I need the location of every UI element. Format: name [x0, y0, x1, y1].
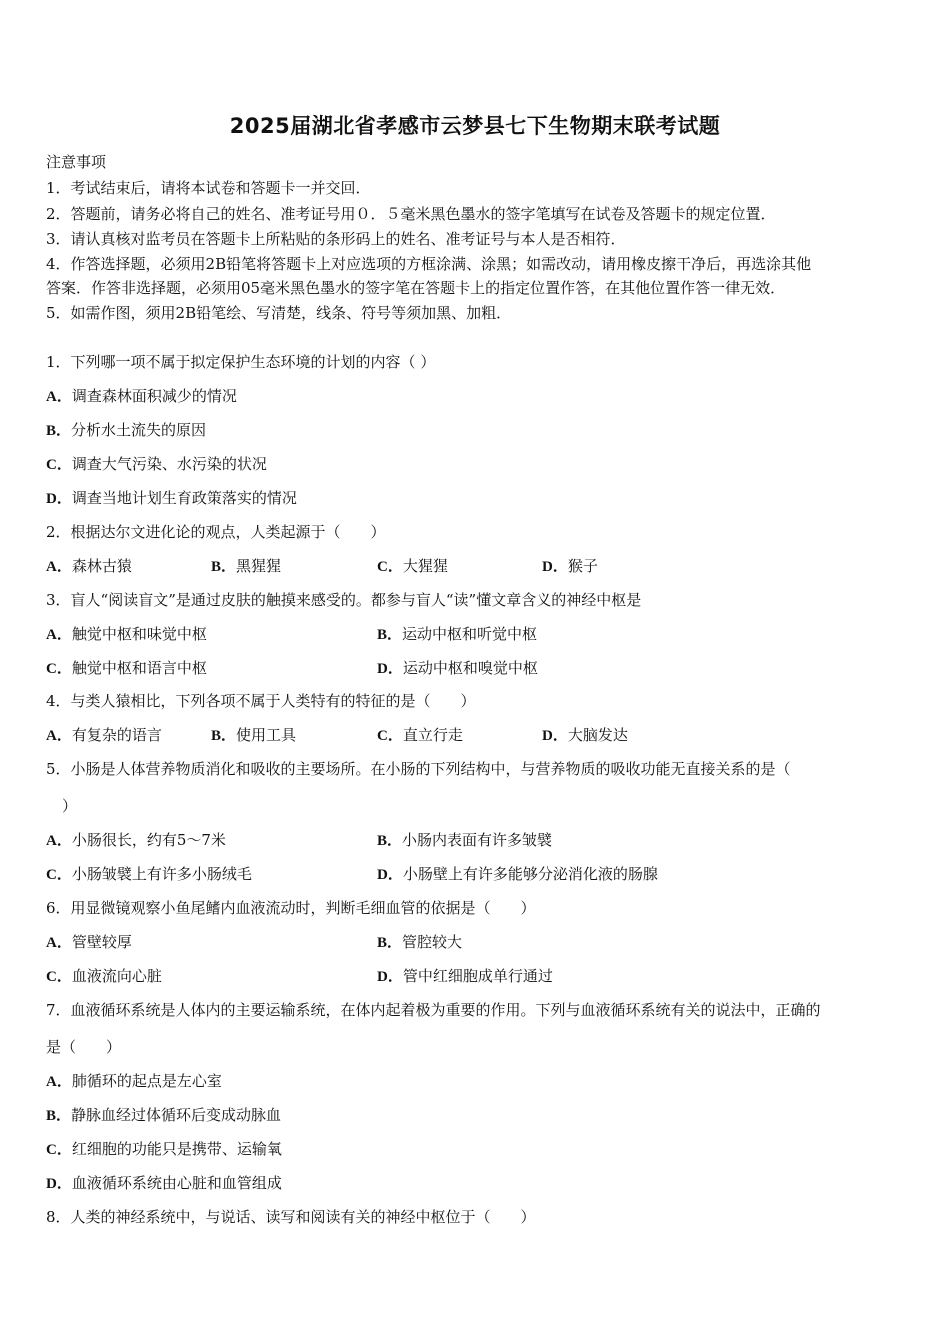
question-option: D．血液循环系统由心脏和血管组成: [46, 1174, 282, 1192]
question-option: C．大猩猩: [377, 557, 448, 575]
question-stem: 6．用显微镜观察小鱼尾鳍内血液流动时，判断毛细血管的依据是（ ）: [46, 899, 536, 917]
question-option: B．静脉血经过体循环后变成动脉血: [46, 1106, 282, 1124]
question-stem: 5．小肠是人体营养物质消化和吸收的主要场所。在小肠的下列结构中，与营养物质的吸收功能无直接关系的是（: [46, 760, 791, 778]
question-option: C．血液流向心脏: [46, 967, 162, 985]
question-option: A．触觉中枢和味觉中枢: [46, 625, 207, 643]
question-stem: 7．血液循环系统是人体内的主要运输系统，在体内起着极为重要的作用。下列与血液循环系统有关的说法中，正确的: [46, 1001, 821, 1019]
notice-item: 答案．作答非选择题，必须用05毫米黑色墨水的签字笔在答题卡上的指定位置作答，在其他位置作答一律无效．: [46, 279, 786, 297]
question-option: C．红细胞的功能只是携带、运输氧: [46, 1140, 282, 1158]
question-option: B．运动中枢和听觉中枢: [377, 625, 538, 643]
question-option: C．直立行走: [377, 726, 463, 744]
question-option: C．触觉中枢和语言中枢: [46, 659, 207, 677]
question-option: A．有复杂的语言: [46, 726, 162, 744]
question-option: A．调查森林面积减少的情况: [46, 387, 237, 405]
notice-item: 5．如需作图，须用2B铅笔绘、写清楚，线条、符号等须加黑、加粗．: [46, 304, 512, 322]
question-option: C．调查大气污染、水污染的状况: [46, 455, 267, 473]
question-stem: 8．人类的神经系统中，与说话、读写和阅读有关的神经中枢位于（ ）: [46, 1208, 536, 1226]
question-stem: 1．下列哪一项不属于拟定保护生态环境的计划的内容（ ）: [46, 353, 436, 371]
question-option: D．运动中枢和嗅觉中枢: [377, 659, 538, 677]
question-stem: 3．盲人“阅读盲文”是通过皮肤的触摸来感受的。都参与盲人“读”懂文章含义的神经中枢是: [46, 591, 642, 609]
question-option: D．大脑发达: [542, 726, 628, 744]
question-stem: 4．与类人猿相比，下列各项不属于人类特有的特征的是（ ）: [46, 692, 476, 710]
question-stem-continued: ）: [62, 797, 78, 815]
question-option: B．管腔较大: [377, 933, 463, 951]
page-title: 2025届湖北省孝感市云梦县七下生物期末联考试题: [229, 114, 721, 138]
question-option: A．管壁较厚: [46, 933, 132, 951]
question-option: B．分析水土流失的原因: [46, 421, 207, 439]
notice-heading: 注意事项: [46, 153, 107, 171]
question-option: B．黑猩猩: [211, 557, 282, 575]
notice-item: 1．考试结束后，请将本试卷和答题卡一并交回．: [46, 179, 371, 197]
question-option: D．猴子: [542, 557, 598, 575]
question-option: D．管中红细胞成单行通过: [377, 967, 553, 985]
question-option: D．小肠壁上有许多能够分泌消化液的肠腺: [377, 865, 658, 883]
question-option: C．小肠皱襞上有许多小肠绒毛: [46, 865, 252, 883]
question-option: D．调查当地计划生育政策落实的情况: [46, 489, 297, 507]
notice-item: 3．请认真核对监考员在答题卡上所粘贴的条形码上的姓名、准考证号与本人是否相符．: [46, 230, 626, 248]
question-option: B．小肠内表面有许多皱襞: [377, 831, 553, 849]
question-option: A．小肠很长，约有5～7米: [46, 831, 226, 849]
question-stem-continued: 是（ ）: [46, 1038, 122, 1056]
notice-item: 4．作答选择题，必须用2B铅笔将答题卡上对应选项的方框涂满、涂黑；如需改动，请用橡皮擦干净后，再选涂其他: [46, 255, 812, 273]
question-option: A．肺循环的起点是左心室: [46, 1072, 222, 1090]
question-option: A．森林古猿: [46, 557, 132, 575]
question-option: B．使用工具: [211, 726, 297, 744]
question-stem: 2．根据达尔文进化论的观点，人类起源于（ ）: [46, 523, 386, 541]
notice-item: 2．答题前，请务必将自己的姓名、准考证号用０．５毫米黑色墨水的签字笔填写在试卷及答题卡的规定位置．: [46, 205, 776, 223]
